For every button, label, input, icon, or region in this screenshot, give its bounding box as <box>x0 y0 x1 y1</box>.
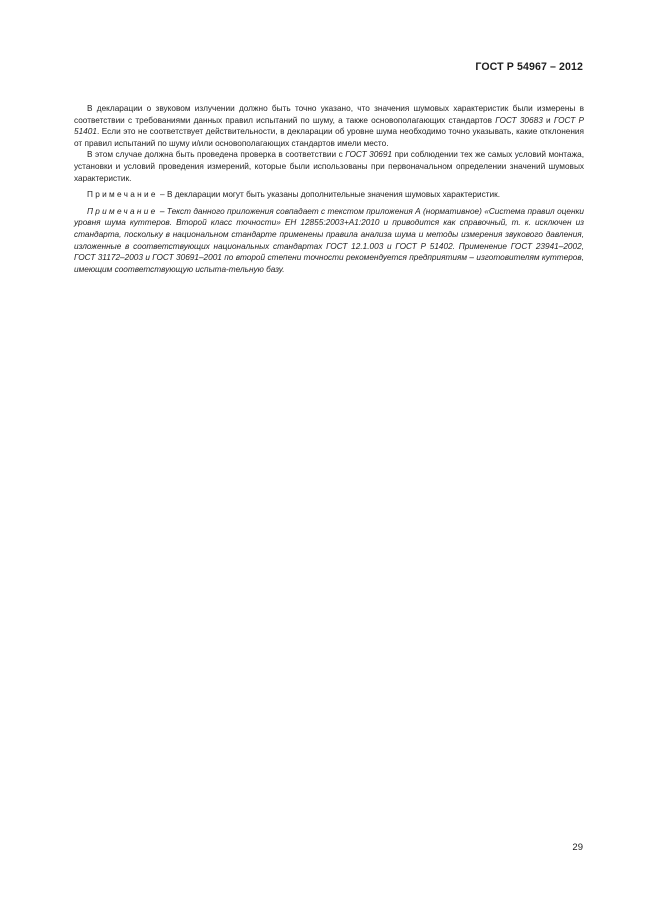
standard-header: ГОСТ Р 54967 – 2012 <box>475 61 583 73</box>
text-segment: и <box>542 115 554 125</box>
standard-reference: ГОСТ 30683 <box>495 115 543 125</box>
text-segment: В декларации о звуковом излучении должно быть точно указано, что значения шумовых характеристик были измерены в соответствии с требованиями данных правил испытаний по шуму, а также основополагающих стандартов <box>74 104 584 125</box>
text-segment: . Если это не соответствует действительности, в декларации об уровне шума необходимо точно указывать, какие отклонения от правил испытаний по шуму и/или основополагающих стандартов имели место. <box>74 127 584 148</box>
body-text <box>74 103 584 275</box>
page-number: 29 <box>572 842 583 853</box>
note-label: Примечание <box>87 190 158 200</box>
paragraph-declaration <box>74 103 584 149</box>
text-segment: В этом случае должна быть проведена проверка в соответствии с <box>87 150 346 160</box>
text-segment: при соблюдении тех же самых условий монтажа, установки и условий проведения измерений, которые были использованы при первоначальном определении значений шумовых характеристик. <box>74 150 584 183</box>
paragraph-verification <box>74 149 584 184</box>
note-text: – Текст данного приложения совпадает с текстом приложения А (нормативное) «Система правил оценки уровня шума куттеров. Второй класс точности» ЕН 12855:2003+А1:2010 и приводится как справочный, т. к. исключен из стандарта, поскольку в национальном стандарте применены правила анализа шума и методы измерения звукового давления, изложенные в соответствующих национальных стандартах ГОСТ 12.1.003 и ГОСТ Р 51402. Применение ГОСТ 23941–2002, ГОСТ 31172–2003 и ГОСТ 30691–2001 по второй степени точности рекомендуется предприятиям – изготовителям куттеров, имеющим соответствующую испыта-тельную базу. <box>74 206 584 274</box>
standard-reference: ГОСТ 30691 <box>345 150 393 160</box>
note-additional-values <box>74 189 584 201</box>
note-text: – В декларации могут быть указаны дополнительные значения шумовых характеристик. <box>157 190 501 200</box>
note-label: Примечание <box>87 206 158 216</box>
standard-reference: ГОСТ Р 51401 <box>74 115 584 137</box>
note-appendix-source <box>74 206 584 276</box>
